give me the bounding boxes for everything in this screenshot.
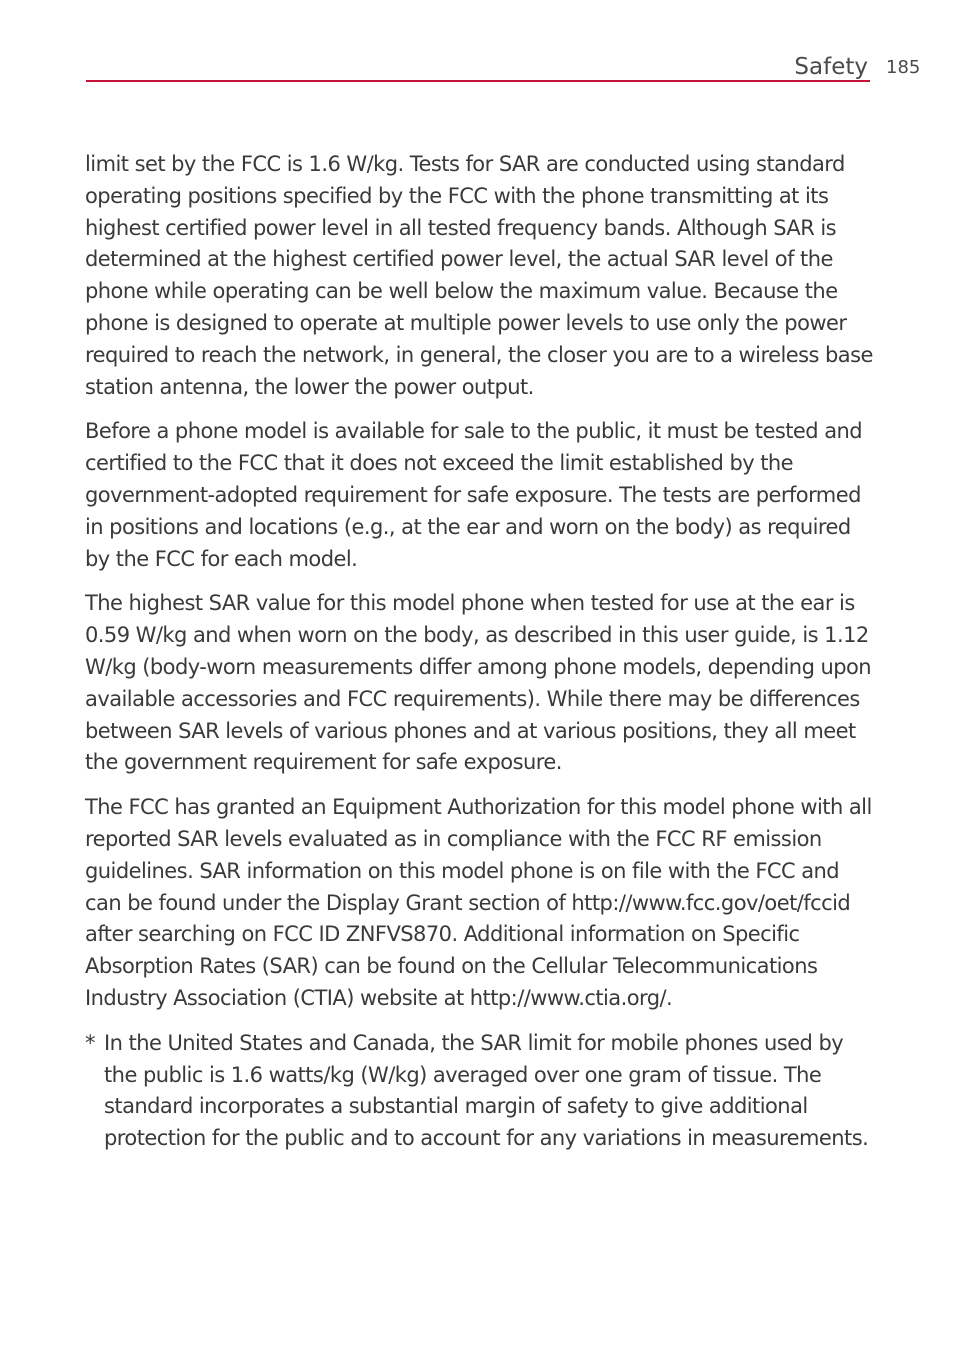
page-header — [0, 0, 954, 90]
page-number: 185 — [886, 57, 921, 78]
footnote-marker: * — [85, 1030, 95, 1055]
body-text — [85, 149, 875, 1155]
paragraph-highest-sar: The highest SAR value for this model phone when tested for use at the ear is 0.59 W/kg and when worn on the body, as described in this user guide, is 1.12 W/kg (body-worn measurements differ among phone models, depending upon available accessories and FCC requirements). While there may be differences between SAR levels of various phones and at various positions, they all meet the government requirement for safe exposure. — [85, 591, 872, 775]
section-title: Safety — [794, 54, 868, 80]
footnote-text: In the United States and Canada, the SAR limit for mobile phones used by the public is 1.6 watts/kg (W/kg) averaged over one gram of tissue. The standard incorporates a substantial margin of safety to give additional protection for the public and to account for any variations in measurements. — [104, 1030, 869, 1151]
header-rule — [86, 80, 870, 82]
paragraph-fcc-authorization: The FCC has granted an Equipment Authorization for this model phone with all reported SAR levels evaluated as in compliance with the FCC RF emission guidelines. SAR information on this model phone is on file with the FCC and can be found under the Display Grant section of http://www.fcc.gov/oet/fccid after searching on FCC ID ZNFVS870. Additional information on Specific Absorption Rates (SAR) can be found on the Cellular Telecommunications Industry Association (CTIA) website at http://www.ctia.org/. — [85, 795, 872, 1010]
paragraph-certification: Before a phone model is available for sale to the public, it must be tested and certified to the FCC that it does not exceed the limit established by the government-adopted requirement for safe exposure. The tests are performed in positions and locations (e.g., at the ear and worn on the body) as required by the FCC for each model. — [85, 419, 863, 571]
footnote — [85, 1028, 875, 1155]
paragraph-sar-limit: limit set by the FCC is 1.6 W/kg. Tests for SAR are conducted using standard operating positions specified by the FCC with the phone transmitting at its highest certified power level in all tested frequency bands. Although SAR is determined at the highest certified power level, the actual SAR level of the phone while operating can be well below the maximum value. Because the phone is designed to operate at multiple power levels to use only the power required to reach the network, in general, the closer you are to a wireless base station antenna, the lower the power output. — [85, 152, 873, 399]
